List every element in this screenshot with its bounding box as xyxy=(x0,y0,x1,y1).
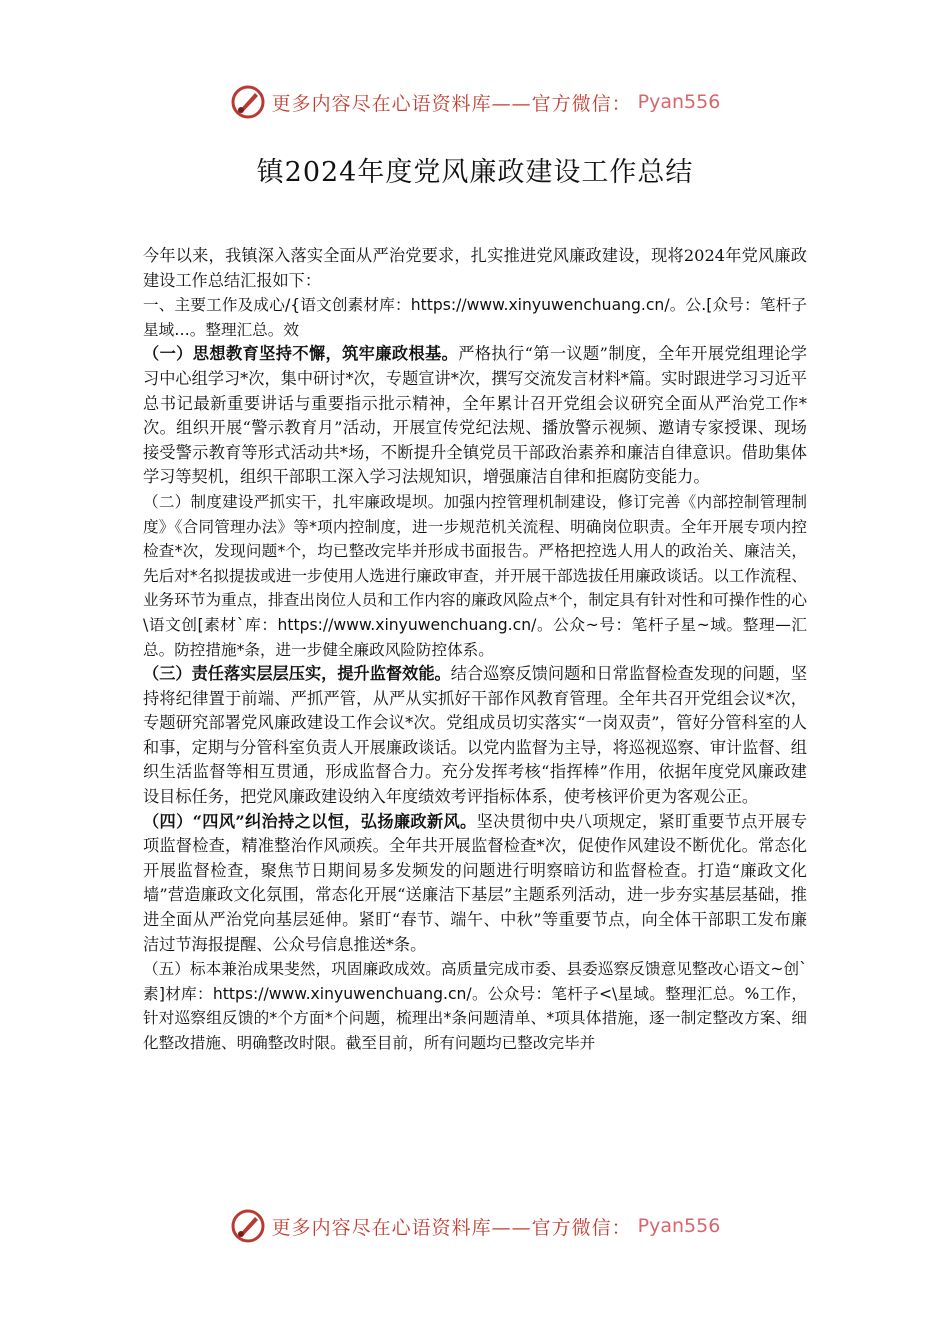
item-heading: （一）思想教育坚持不懈，筑牢廉政根基。 xyxy=(143,344,459,364)
item-paragraph-5 xyxy=(143,957,807,1055)
item-paragraph-3 xyxy=(143,662,807,810)
item-heading: （四）“四风”纠治持之以恒，弘扬廉政新风。 xyxy=(143,811,477,831)
document-body xyxy=(143,244,807,1056)
section-heading: 一、主要工作及成心/{语文创素材库：https://www.xinyuwenchuang.cn/。公.[众号：笔杆子星域…。整理汇总。效 xyxy=(143,296,807,339)
item-text: 结合巡察反馈问题和日常监督检查发现的问题，坚持将纪律置于前端、严抓严管，从严从实抓好干部作风教育管理。全年共召开党组会议*次，专题研究部署党风廉政建设工作会议*次。党组成员切实落实“一岗双责”，管好分管科室的人和事，定期与分管科室负责人开展廉政谈话。以党内监督为主导，将巡视巡察、审计监督、组织生活监督等相互贯通，形成监督合力。充分发挥考核“指挥棒”作用，依据年度党风廉政建设目标任务，把党风廉政建设纳入年度绩效考评指标体系，使考核评价更为客观公正。 xyxy=(143,664,808,807)
banner-text: 更多内容尽在心语资料库——官方微信： xyxy=(271,92,632,115)
item-text: 坚决贯彻中央八项规定，紧盯重要节点开展专项监督检查，精准整治作风顽疾。全年共开展监督检查*次，促使作风建设不断优化。常态化开展监督检查，聚焦节日期间易多发频发的问题进行明察暗访和监督检查。打造“廉政文化墙”营造廉政文化氛围，常态化开展“送廉洁下基层”主题系列活动，进一步夯实基层基础，推进全面从严治党向基层延伸。紧盯“春节、端午、中秋”等重要节点，向全体干部职工发布廉洁过节海报提醒、公众号信息推送*条。 xyxy=(143,811,808,954)
item-text: 高质量完成市委、县委巡察反馈意见整改心语文~创`素]材库：https://www.xinyuwenchuang.cn/。公众号：笔杆子<\星域。整理汇总。%工作，针对巡察组反馈的*个方面*个问题，梳理出*条问题清单、*项具体措施，逐一制定整改方案、细化整改措施、明确整改时限。截至目前，所有问题均已整改完毕并 xyxy=(143,960,807,1052)
footer-banner xyxy=(0,1208,950,1248)
brush-logo-icon xyxy=(230,84,266,120)
item-paragraph-2 xyxy=(143,490,807,662)
item-text: 加强内控管理机制建设，修订完善《内部控制管理制度》《合同管理办法》等*项内控制度，进一步规范机关流程、明确岗位职责。全年开展专项内控检查*次，发现问题*个，均已整改完毕并形成书面报告。严格把控选人用人的政治关、廉洁关，先后对*名拟提拔或进一步使用人选进行廉政审查，并开展干部选拔任用廉政谈话。以工作流程、业务环节为重点，排查出岗位人员和工作内容的廉政风险点*个，制定具有针对性和可操作性的心\语文创[素材`库：https://www.xinyuwenchuang.cn/。公众~号：笔杆子星~域。整理—汇总。防控措施*条，进一步健全廉政风险防控体系。 xyxy=(143,492,807,659)
item-heading: （三）责任落实层层压实，提升监督效能。 xyxy=(143,664,451,684)
item-heading: （二）制度建设严抓实干，扎牢廉政堤坝。 xyxy=(143,492,444,511)
document-title: 镇2024年度党风廉政建设工作总结 xyxy=(256,157,694,188)
banner-wechat-id: Pyan556 xyxy=(637,1215,721,1237)
item-paragraph-4 xyxy=(143,810,807,958)
banner-wechat-id: Pyan556 xyxy=(637,91,721,113)
brush-logo-icon xyxy=(230,1208,266,1244)
header-banner xyxy=(0,84,950,124)
banner-text: 更多内容尽在心语资料库——官方微信： xyxy=(271,1216,632,1239)
item-heading: （五）标本兼治成果斐然，巩固廉政成效。 xyxy=(143,960,441,979)
intro-paragraph: 今年以来，我镇深入落实全面从严治党要求，扎实推进党风廉政建设，现将2024年党风廉政建设工作总结汇报如下： xyxy=(143,246,807,290)
item-text: 严格执行“第一议题”制度，全年开展党组理论学习中心组学习*次，集中研讨*次，专题宣讲*次，撰写交流发言材料*篇。实时跟进学习习近平总书记最新重要讲话与重要指示批示精神，全年累计召开党组会议研究全面从严治党工作*次。组织开展“警示教育月”活动，开展宣传党纪法规、播放警示视频、邀请专家授课、现场接受警示教育等形式活动共*场，不断提升全镇党员干部政治素养和廉洁自律意识。借助集体学习等契机，组织干部职工深入学习法规知识，增强廉洁自律和拒腐防变能力。 xyxy=(143,344,807,487)
item-paragraph-1 xyxy=(143,342,807,490)
